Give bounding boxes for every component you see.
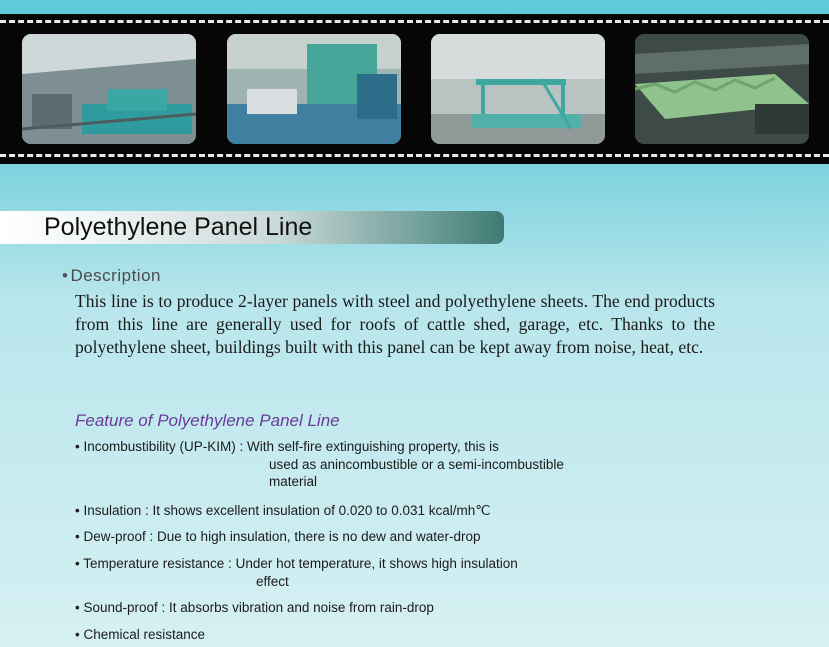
description-body: This line is to produce 2-layer panels with steel and polyethylene sheets. The end products from this line are generally used for roofs of cattle shed, garage, etc. Thanks to the polyethylene sheet, buildings built with this panel can be kept away from noise, heat, etc. [75, 291, 715, 357]
feature-text: Due to high insulation, there is no dew and water-drop [157, 529, 481, 544]
feature-text: It absorbs vibration and noise from rain-drop [169, 600, 434, 615]
feature-text-cont: effect [256, 574, 289, 589]
description-heading [62, 266, 161, 286]
feature-text: It shows excellent insulation of 0.020 to 0.031 kcal/mh℃ [152, 503, 491, 518]
feature-label: • Chemical resistance [75, 627, 206, 642]
film-perforation-top [0, 20, 829, 23]
feature-text-cont: material [269, 474, 318, 489]
film-perforation-bottom [0, 154, 829, 157]
feature-text-cont: used as anincombustible or a semi-incombustible [269, 457, 564, 472]
bullet-icon: • [62, 266, 69, 285]
feature-item-sound-proof [75, 599, 434, 616]
description-heading-text: Description [70, 266, 161, 285]
factory-photo-3 [431, 34, 605, 144]
feature-item-chemical-resistance [75, 626, 205, 643]
page-title: Polyethylene Panel Line [44, 213, 313, 241]
feature-item-incombustibility-cont [269, 456, 564, 490]
feature-item-incombustibility [75, 438, 499, 455]
feature-label: • Insulation : [75, 503, 149, 518]
factory-photo-2 [227, 34, 401, 144]
feature-item-temperature-resistance [75, 555, 518, 572]
feature-label: • Sound-proof : [75, 600, 166, 615]
factory-photo-4 [635, 34, 809, 144]
feature-label: • Temperature resistance : [75, 556, 232, 571]
feature-item-dew-proof [75, 528, 480, 545]
feature-label: • Incombustibility (UP-KIM) : [75, 439, 244, 454]
feature-item-temperature-cont [256, 573, 289, 590]
feature-text: With self-fire extinguishing property, this is [247, 439, 499, 454]
feature-heading: Feature of Polyethylene Panel Line [75, 411, 340, 430]
feature-item-insulation [75, 502, 490, 519]
factory-photo-1 [22, 34, 196, 144]
film-strip [0, 14, 829, 164]
feature-text: Under hot temperature, it shows high insulation [235, 556, 518, 571]
feature-label: • Dew-proof : [75, 529, 154, 544]
